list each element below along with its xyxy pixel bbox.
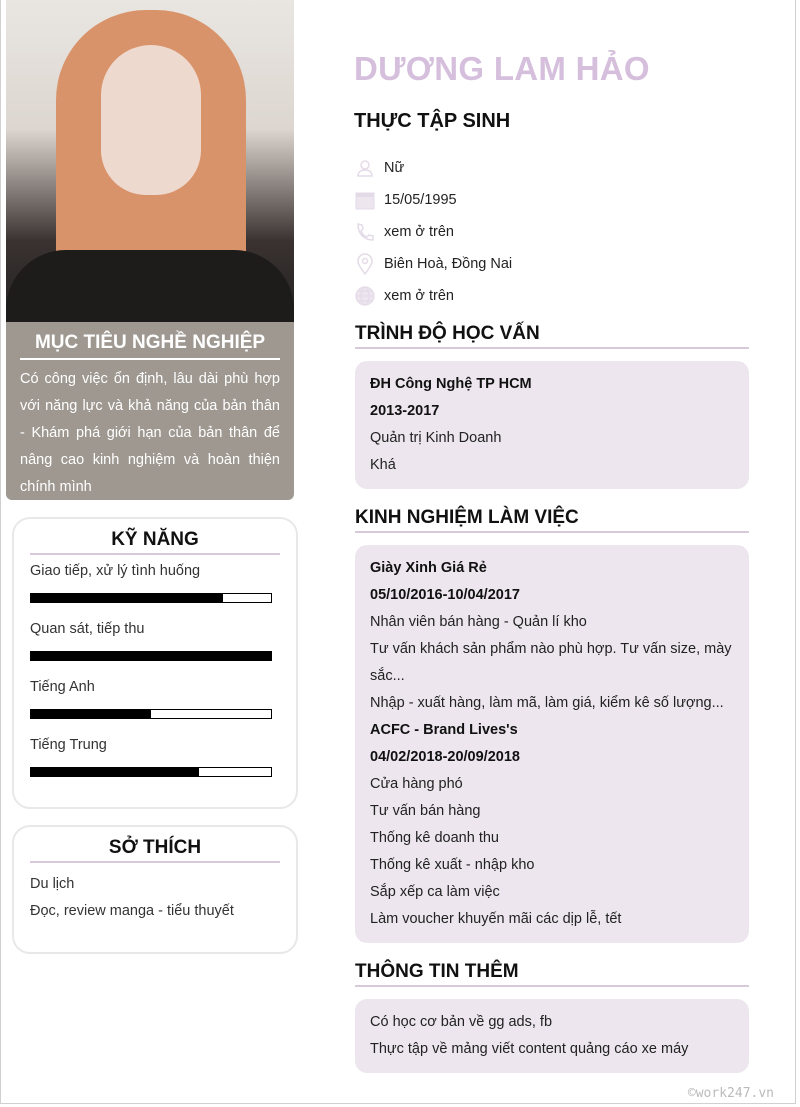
career-goal-text: Có công việc ổn định, lâu dài phù hợp với năng lực và khả năng của bản thân - Khám phá giới hạn của bản thân để nâng cao kinh nghiệm và hoàn thiện chính mình (20, 371, 280, 495)
info-website: xem ở trên (354, 280, 512, 312)
skill-level-bar (30, 709, 272, 719)
extra-line: Có học cơ bản về gg ads, fb (370, 1014, 553, 1030)
job-entry (370, 555, 734, 717)
job-detail: Tư vấn khách sản phẩm nào phù hợp. Tư vấn size, mày sắc... (370, 641, 732, 684)
experience-section (355, 507, 749, 943)
calendar-icon (354, 189, 376, 211)
job-detail: Thống kê doanh thu (370, 830, 499, 846)
job-detail: Thống kê xuất - nhập kho (370, 857, 535, 873)
skill-level-fill (31, 594, 223, 602)
skill-level-fill (31, 652, 271, 660)
hobby-item: Du lịch (30, 876, 75, 892)
skill-item (30, 679, 280, 719)
skill-name: Tiếng Trung (30, 737, 107, 753)
skill-name: Giao tiếp, xử lý tình huống (30, 563, 201, 579)
job-period: 04/02/2018-20/09/2018 (370, 749, 520, 765)
extra-info-section (355, 961, 749, 1073)
hobbies-section (12, 825, 298, 954)
location-icon (354, 253, 376, 275)
section-title: THÔNG TIN THÊM (355, 961, 749, 987)
info-birthday: 15/05/1995 (354, 184, 512, 216)
section-title: KỸ NĂNG (30, 529, 280, 555)
info-gender: Nữ (354, 152, 512, 184)
skill-level-fill (31, 710, 151, 718)
job-detail: Nhập - xuất hàng, làm mã, làm giá, kiểm kê số lượng... (370, 695, 724, 711)
skills-section (12, 517, 298, 809)
job-detail: Nhân viên bán hàng - Quản lí kho (370, 614, 587, 630)
skill-name: Quan sát, tiếp thu (30, 621, 145, 637)
section-title: TRÌNH ĐỘ HỌC VẤN (355, 323, 749, 349)
job-detail: Tư vấn bán hàng (370, 803, 481, 819)
skill-item (30, 737, 280, 777)
info-address: Biên Hoà, Đồng Nai (354, 248, 512, 280)
job-title: THỰC TẬP SINH (354, 110, 511, 132)
skill-item (30, 563, 280, 603)
globe-icon (354, 285, 376, 307)
info-phone: xem ở trên (354, 216, 512, 248)
job-detail: Làm voucher khuyến mãi các dịp lễ, tết (370, 911, 622, 927)
section-title: KINH NGHIỆM LÀM VIỆC (355, 507, 749, 533)
skill-level-bar (30, 767, 272, 777)
education-section (355, 323, 749, 489)
school-name: ĐH Công Nghệ TP HCM (370, 376, 532, 392)
company-name: ACFC - Brand Lives's (370, 722, 518, 738)
skill-level-bar (30, 593, 272, 603)
company-name: Giày Xinh Giá Rẻ (370, 560, 487, 576)
skill-level-fill (31, 768, 199, 776)
extra-line: Thực tập về mảng viết content quảng cáo xe máy (370, 1041, 689, 1057)
watermark: ©work247.vn (687, 1086, 774, 1101)
candidate-name: DƯƠNG LAM HẢO (354, 50, 650, 87)
phone-icon (354, 221, 376, 243)
skill-item (30, 621, 280, 661)
major: Quản trị Kinh Doanh (370, 430, 502, 446)
section-title: SỞ THÍCH (30, 837, 280, 863)
user-icon (354, 157, 376, 179)
job-period: 05/10/2016-10/04/2017 (370, 587, 520, 603)
grade: Khá (370, 457, 396, 473)
job-detail: Sắp xếp ca làm việc (370, 884, 500, 900)
skill-level-bar (30, 651, 272, 661)
career-goal-section (6, 322, 294, 500)
hobby-item: Đọc, review manga - tiểu thuyết (30, 903, 234, 919)
job-detail: Cửa hàng phó (370, 776, 463, 792)
education-period: 2013-2017 (370, 403, 440, 419)
personal-info (354, 152, 512, 312)
job-entry (370, 717, 734, 933)
skill-name: Tiếng Anh (30, 679, 95, 695)
section-title: MỤC TIÊU NGHỀ NGHIỆP (20, 332, 280, 360)
profile-photo (6, 0, 294, 322)
